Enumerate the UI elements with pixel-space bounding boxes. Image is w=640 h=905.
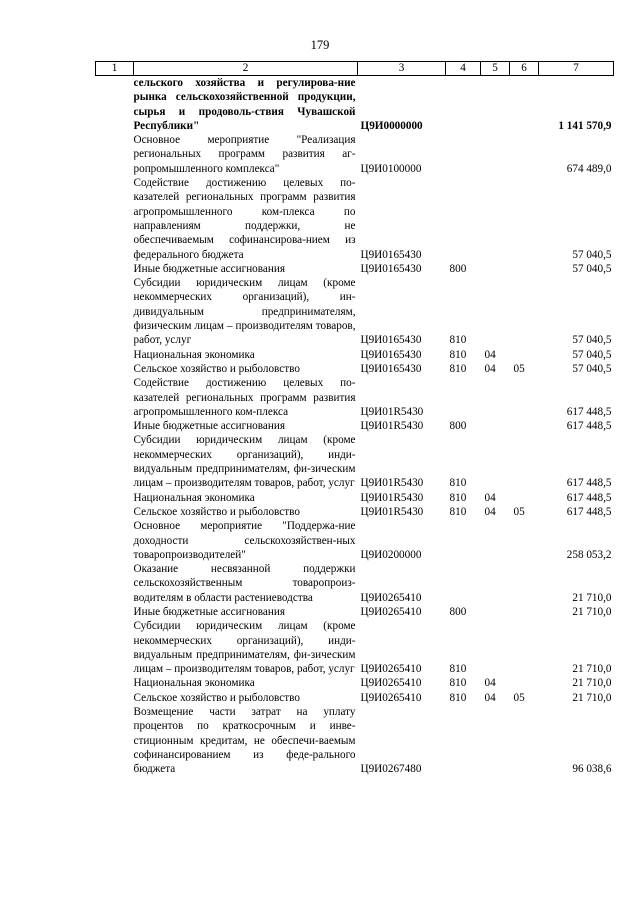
cell-pr: 05 <box>513 505 525 518</box>
table-row <box>96 376 614 419</box>
table-row <box>96 605 614 619</box>
cell-rz: 04 <box>484 491 496 504</box>
cell-code: Ц9И0267480 <box>360 763 422 776</box>
table-row <box>96 362 614 376</box>
cell-sum: 21 710,0 <box>572 605 612 618</box>
cell-vr <box>446 705 481 776</box>
cell-code: Ц9И01R5430 <box>360 405 424 418</box>
cell-pr <box>510 605 539 619</box>
cell-rz: 04 <box>484 348 496 361</box>
cell-vr: 810 <box>449 491 467 504</box>
cell-number <box>96 605 134 619</box>
table-row <box>96 619 614 676</box>
cell-vr: 810 <box>449 677 467 690</box>
cell-rz <box>481 605 510 619</box>
cell-code: Ц9И0265410 <box>360 591 422 604</box>
cell-rz: 04 <box>484 691 496 704</box>
cell-number <box>96 619 134 676</box>
cell-rz <box>481 133 510 176</box>
cell-rz <box>481 433 510 490</box>
cell-name: Содействие достижению целевых по-казателей региональных программ развития агропромышленного ком-плекса <box>133 377 356 418</box>
cell-name: Субсидии юридическим лицам (кроме некоммерческих организаций), инди-видуальным предпринимателям, фи-зическим лицам – производителям товаров, работ, услуг <box>133 434 356 490</box>
page-number: 179 <box>310 38 330 52</box>
cell-name: Субсидии юридическим лицам (кроме некоммерческих организаций), ин-дивидуальным предпринимателям, физическим лицам – производителям товаров, работ, услуг <box>133 277 356 347</box>
cell-name: Национальная экономика <box>133 491 255 504</box>
cell-pr <box>510 619 539 676</box>
cell-name: Возмещение части затрат на уплату процентов по краткосрочным и инве-стиционным кредитам, не обеспечи-ваемым софинансированием из феде-рального бюджета <box>133 706 356 776</box>
cell-code: Ц9И0165430 <box>360 248 422 261</box>
cell-number <box>96 419 134 433</box>
cell-vr: 800 <box>449 262 467 275</box>
cell-code: Ц9И01R5430 <box>360 505 424 518</box>
cell-sum: 617 448,5 <box>566 505 612 518</box>
cell-number <box>96 705 134 776</box>
cell-name: Иные бюджетные ассигнования <box>133 420 285 433</box>
table-row <box>96 705 614 776</box>
cell-sum: 617 448,5 <box>566 491 612 504</box>
cell-number <box>96 348 134 362</box>
cell-code: Ц9И01R5430 <box>360 491 424 504</box>
cell-sum: 617 448,5 <box>566 405 612 418</box>
table-row <box>96 676 614 690</box>
cell-rz <box>481 619 510 676</box>
cell-number <box>96 262 134 276</box>
table-row <box>96 176 614 262</box>
cell-vr <box>446 519 481 562</box>
cell-code: Ц9И01R5430 <box>360 477 424 490</box>
cell-pr <box>510 348 539 362</box>
cell-vr <box>446 76 481 134</box>
cell-vr: 800 <box>449 420 467 433</box>
cell-name: Иные бюджетные ассигнования <box>133 262 285 275</box>
cell-number <box>96 433 134 490</box>
cell-sum: 57 040,5 <box>572 248 612 261</box>
cell-number <box>96 505 134 519</box>
cell-sum: 57 040,5 <box>572 262 612 275</box>
cell-vr: 800 <box>449 605 467 618</box>
cell-sum: 617 448,5 <box>566 477 612 490</box>
cell-name: Основное мероприятие "Реализация региональных программ развития аг-ропромышленного комплекса" <box>133 134 356 175</box>
cell-number <box>96 491 134 505</box>
cell-name: Сельское хозяйство и рыболовство <box>133 505 300 518</box>
table-row <box>96 433 614 490</box>
cell-rz: 04 <box>484 677 496 690</box>
cell-vr <box>446 376 481 419</box>
cell-rz <box>481 705 510 776</box>
cell-name: Основное мероприятие "Поддержа-ние доходности сельскохозяйствен-ных товаропроизводителей" <box>133 520 356 561</box>
budget-table <box>95 61 614 777</box>
cell-number <box>96 691 134 705</box>
cell-name: сельского хозяйства и регулирова-ние рынка сельскохозяйственной продукции, сырья и продоволь-ствия Чувашской Республики" <box>133 77 356 132</box>
column-header: 6 <box>510 62 539 76</box>
cell-name: Субсидии юридическим лицам (кроме некоммерческих организаций), инди-видуальным предпринимателям, фи-зическим лицам – производителям товаров, работ, услуг <box>133 620 356 676</box>
table-row <box>96 262 614 276</box>
cell-code: Ц9И0165430 <box>360 348 422 361</box>
cell-rz <box>481 262 510 276</box>
column-header: 2 <box>134 62 358 76</box>
cell-number <box>96 176 134 262</box>
cell-vr <box>446 133 481 176</box>
cell-vr: 810 <box>449 505 467 518</box>
cell-code: Ц9И01R5430 <box>360 420 424 433</box>
cell-code: Ц9И0200000 <box>360 548 422 561</box>
cell-sum: 21 710,0 <box>572 691 612 704</box>
cell-pr <box>510 376 539 419</box>
cell-name: Содействие достижению целевых по-казателей региональных программ развития агропромышленного ком-плекса по направлениям поддержки, не обеспечиваемым софинансирова-нием из федерального бюджета <box>133 177 356 261</box>
cell-vr: 810 <box>449 477 467 490</box>
cell-rz <box>481 76 510 134</box>
cell-rz <box>481 276 510 347</box>
table-row <box>96 348 614 362</box>
column-header: 3 <box>358 62 446 76</box>
cell-number <box>96 276 134 347</box>
table-row <box>96 419 614 433</box>
cell-vr: 810 <box>449 691 467 704</box>
cell-rz: 04 <box>484 505 496 518</box>
cell-pr <box>510 705 539 776</box>
cell-sum: 1 141 570,9 <box>558 119 612 132</box>
cell-pr <box>510 76 539 134</box>
cell-code: Ц9И0100000 <box>360 162 422 175</box>
cell-name: Оказание несвязанной поддержки сельскохозяйственным товаропроиз-водителям в области растениеводства <box>133 563 356 604</box>
cell-name: Иные бюджетные ассигнования <box>133 605 285 618</box>
cell-vr <box>446 176 481 262</box>
cell-rz <box>481 562 510 605</box>
cell-code: Ц9И0265410 <box>360 677 422 690</box>
table-row <box>96 691 614 705</box>
cell-number <box>96 133 134 176</box>
cell-pr <box>510 133 539 176</box>
table-row <box>96 519 614 562</box>
cell-rz <box>481 519 510 562</box>
cell-sum: 57 040,5 <box>572 348 612 361</box>
cell-pr <box>510 676 539 690</box>
cell-code: Ц9И0000000 <box>360 119 423 132</box>
cell-code: Ц9И0265410 <box>360 691 422 704</box>
cell-code: Ц9И0265410 <box>360 605 422 618</box>
cell-name: Национальная экономика <box>133 677 255 690</box>
cell-name: Национальная экономика <box>133 348 255 361</box>
cell-pr <box>510 176 539 262</box>
cell-rz: 04 <box>484 362 496 375</box>
table-row <box>96 76 614 134</box>
cell-number <box>96 676 134 690</box>
table-row <box>96 562 614 605</box>
cell-sum: 21 710,0 <box>572 677 612 690</box>
cell-code: Ц9И0165430 <box>360 262 422 275</box>
column-header: 7 <box>539 62 614 76</box>
cell-rz <box>481 376 510 419</box>
cell-pr <box>510 419 539 433</box>
cell-code: Ц9И0165430 <box>360 334 422 347</box>
cell-pr: 05 <box>513 691 525 704</box>
cell-number <box>96 376 134 419</box>
cell-vr <box>446 562 481 605</box>
cell-pr: 05 <box>513 362 525 375</box>
cell-number <box>96 562 134 605</box>
cell-sum: 57 040,5 <box>572 334 612 347</box>
cell-sum: 57 040,5 <box>572 362 612 375</box>
table-row <box>96 276 614 347</box>
table-header-row <box>96 62 614 76</box>
column-header: 4 <box>446 62 481 76</box>
table-row <box>96 491 614 505</box>
cell-rz <box>481 176 510 262</box>
cell-vr: 810 <box>449 348 467 361</box>
cell-pr <box>510 276 539 347</box>
cell-pr <box>510 262 539 276</box>
cell-number <box>96 362 134 376</box>
column-header: 5 <box>481 62 510 76</box>
cell-number <box>96 519 134 562</box>
cell-sum: 21 710,0 <box>572 663 612 676</box>
table-row <box>96 505 614 519</box>
cell-name: Сельское хозяйство и рыболовство <box>133 691 300 704</box>
cell-pr <box>510 433 539 490</box>
cell-pr <box>510 491 539 505</box>
cell-sum: 21 710,0 <box>572 591 612 604</box>
table-row <box>96 133 614 176</box>
column-header: 1 <box>96 62 134 76</box>
cell-vr: 810 <box>449 334 467 347</box>
cell-rz <box>481 419 510 433</box>
cell-code: Ц9И0265410 <box>360 663 422 676</box>
cell-pr <box>510 562 539 605</box>
cell-sum: 674 489,0 <box>566 162 612 175</box>
cell-sum: 258 053,2 <box>566 548 612 561</box>
cell-code: Ц9И0165430 <box>360 362 422 375</box>
cell-pr <box>510 519 539 562</box>
cell-number <box>96 76 134 134</box>
table-body <box>96 76 614 777</box>
cell-sum: 96 038,6 <box>572 763 612 776</box>
cell-name: Сельское хозяйство и рыболовство <box>133 362 300 375</box>
cell-vr: 810 <box>449 362 467 375</box>
cell-vr: 810 <box>449 663 467 676</box>
cell-sum: 617 448,5 <box>566 420 612 433</box>
